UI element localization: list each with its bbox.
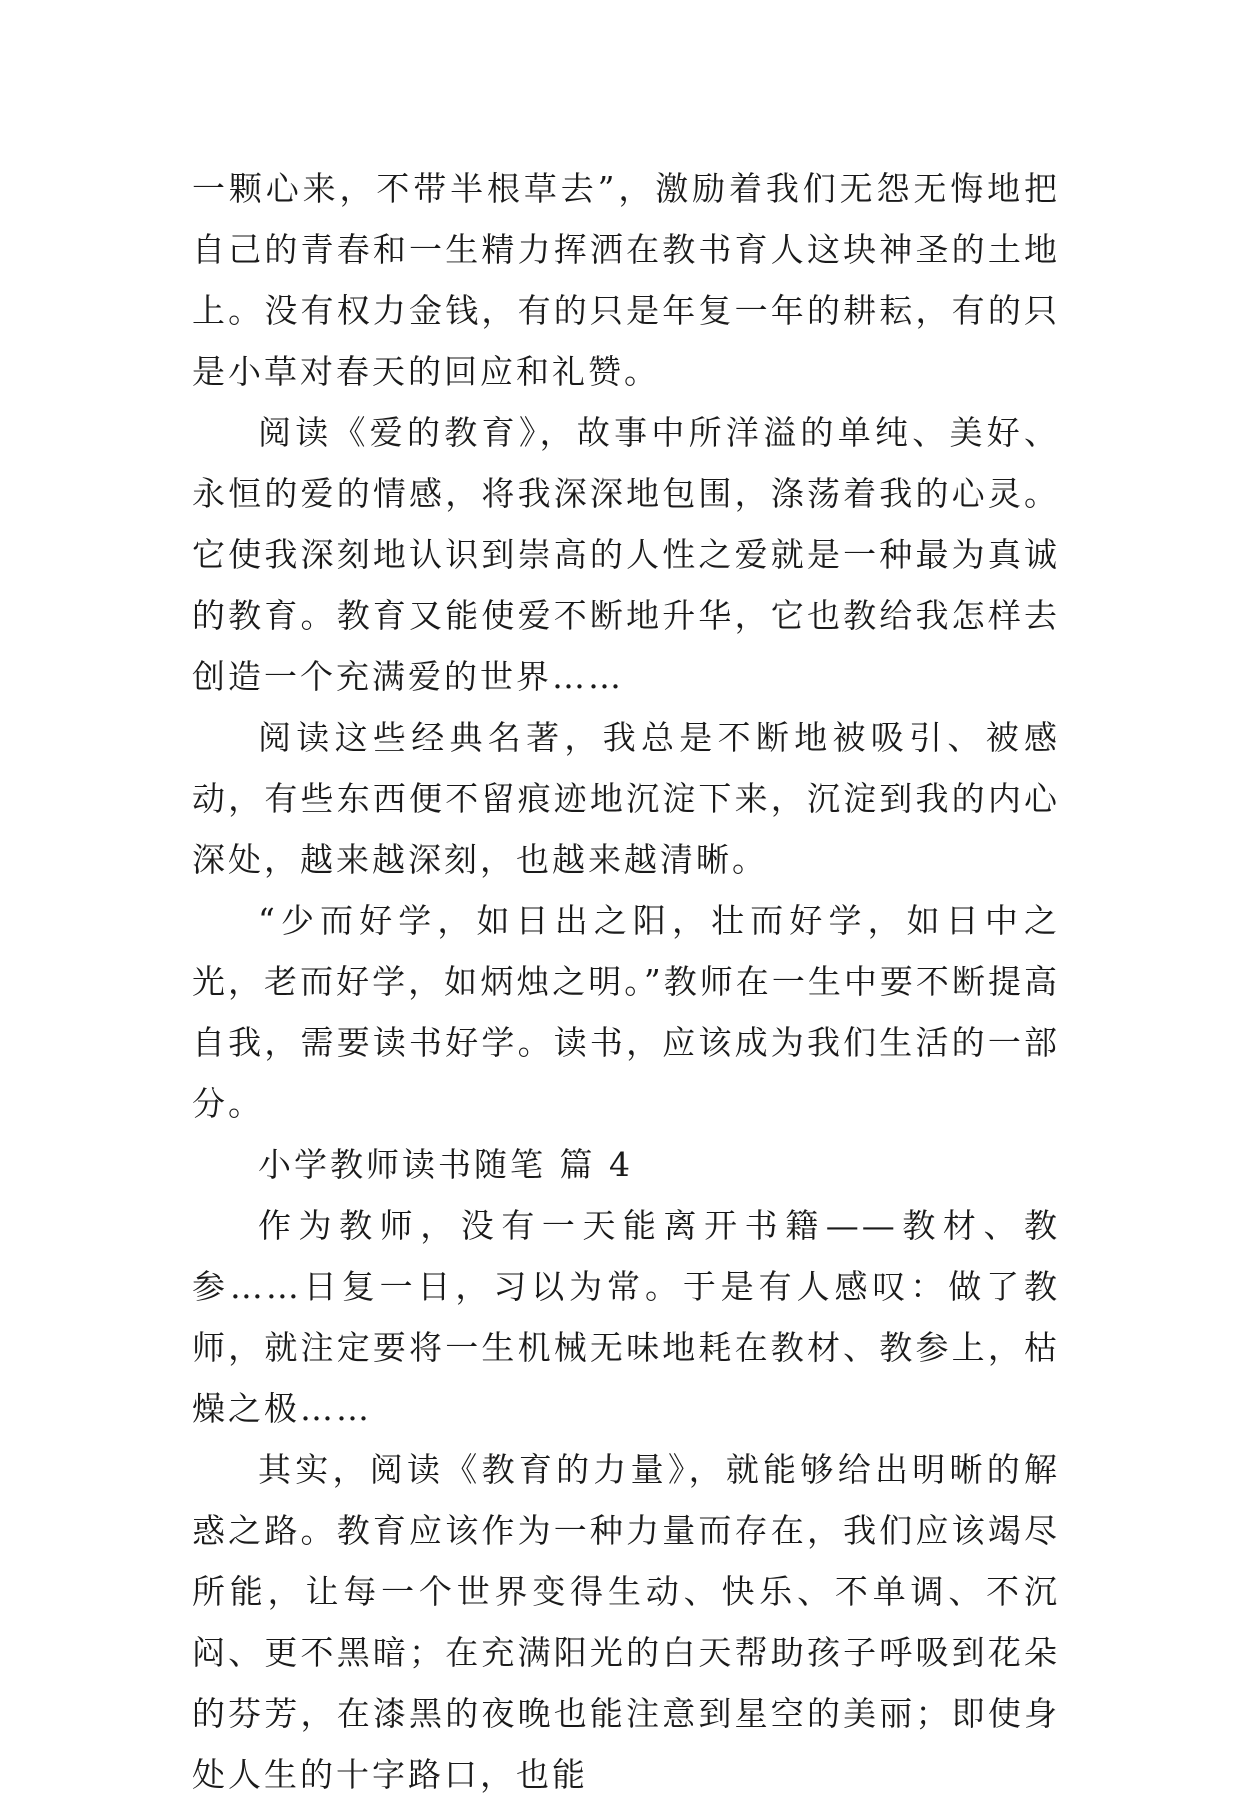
paragraph-classics: 阅读这些经典名著，我总是不断地被吸引、被感动，有些东西便不留痕迹地沉淀下来，沉淀到我的内心深处，越来越深刻，也越来越清晰。 bbox=[192, 718, 1060, 879]
paragraph-teacher-books: 作为教师，没有一天能离开书籍——教材、教参……日复一日，习以为常。于是有人感叹：做了教师，就注定要将一生机械无味地耗在教材、教参上，枯燥之极…… bbox=[192, 1206, 1060, 1428]
paragraph-quote: “少而好学，如日出之阳，壮而好学，如日中之光，老而好学，如炳烛之明。”教师在一生中要不断提高自我，需要读书好学。读书，应该成为我们生活的一部分。 bbox=[192, 901, 1060, 1123]
paragraph-power-of-education: 其实，阅读《教育的力量》，就能够给出明晰的解惑之路。教育应该作为一种力量而存在，我们应该竭尽所能，让每一个世界变得生动、快乐、不单调、不沉闷、更不黑暗；在充满阳光的白天帮助孩子呼吸到花朵的芬芳，在漆黑的夜晚也能注意到星空的美丽；即使身处人生的十字路口，也能 bbox=[192, 1450, 1060, 1794]
section-heading: 小学教师读书随笔 篇 4 bbox=[258, 1145, 633, 1184]
paragraph-continued: 一颗心来，不带半根草去”，激励着我们无怨无悔地把自己的青春和一生精力挥洒在教书育人这块神圣的土地上。没有权力金钱，有的只是年复一年的耕耘，有的只是小草对春天的回应和礼赞。 bbox=[192, 169, 1060, 391]
paragraph-love-education: 阅读《爱的教育》，故事中所洋溢的单纯、美好、永恒的爱的情感，将我深深地包围，涤荡着我的心灵。它使我深刻地认识到崇高的人性之爱就是一种最为真诚的教育。教育又能使爱不断地升华，它也教给我怎样去创造一个充满爱的世界…… bbox=[192, 413, 1060, 696]
document-page bbox=[192, 158, 1060, 1805]
